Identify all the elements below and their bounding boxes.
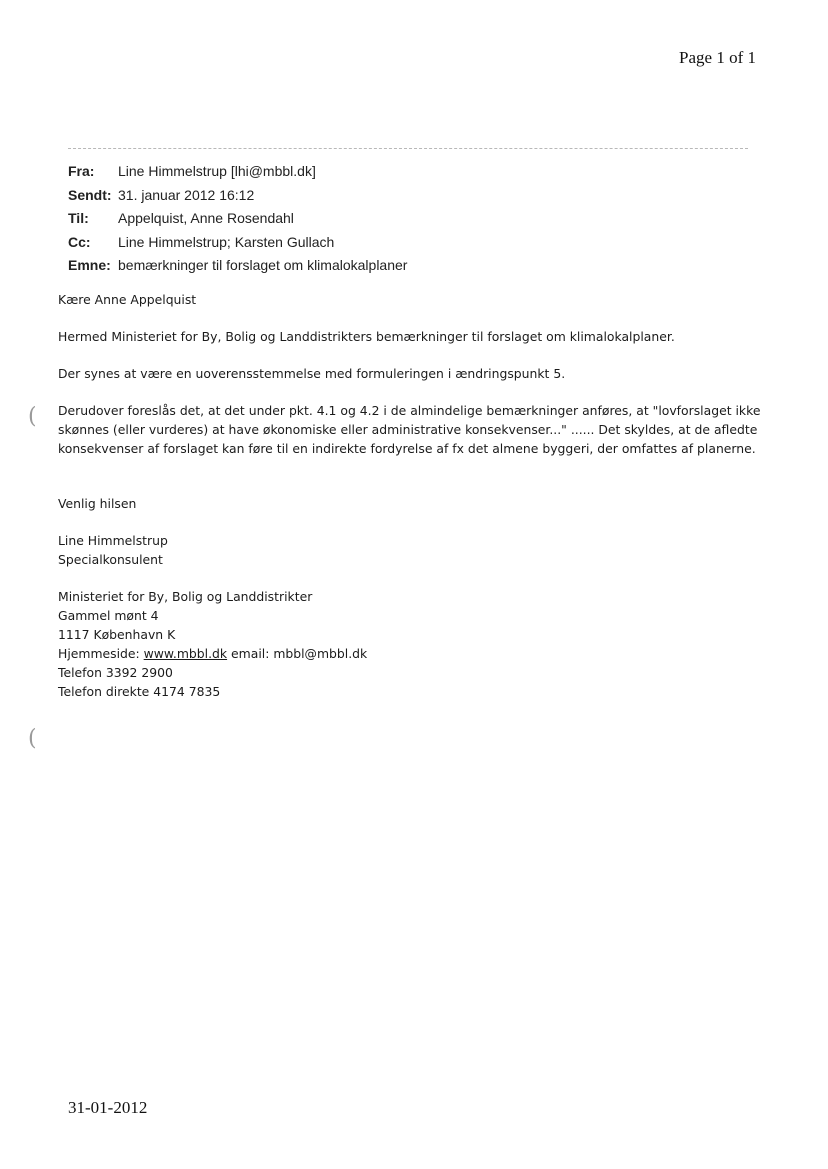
cc-row xyxy=(68,231,407,255)
subject-value: bemærkninger til forslaget om klimalokalplaner xyxy=(118,257,408,273)
cc-value: Line Himmelstrup; Karsten Gullach xyxy=(118,233,335,250)
paragraph-proposal-line-1: Derudover foreslås det, at det under pkt. 4.1 og 4.2 i de almindelige bemærkninger anføres, at "lovforslaget ikke xyxy=(58,403,761,418)
subject-label: Emne: xyxy=(68,257,111,273)
greeting: Kære Anne Appelquist xyxy=(58,292,197,307)
sent-value: 31. januar 2012 16:12 xyxy=(118,186,255,203)
paragraph-proposal-line-3: konsekvenser af forslaget kan føre til en indirekte fordyrelse af fx det almene byggeri, der omfattes af planerne. xyxy=(58,441,756,456)
address-street: Gammel mønt 4 xyxy=(58,608,159,623)
footer-date: 31-01-2012 xyxy=(68,1098,148,1117)
website-link[interactable]: www.mbbl.dk xyxy=(143,646,228,661)
punch-hole-mark: ( xyxy=(28,404,37,429)
email-body xyxy=(58,290,768,701)
closing: Venlig hilsen xyxy=(58,496,137,511)
from-row xyxy=(68,160,407,184)
email-header xyxy=(68,160,407,278)
signature-title: Specialkonsulent xyxy=(58,552,163,567)
email-text: email: mbbl@mbbl.dk xyxy=(227,646,368,661)
paragraph-intro: Hermed Ministeriet for By, Bolig og Landdistrikters bemærkninger til forslaget om klimalokalplaner. xyxy=(58,329,675,344)
sent-label: Sendt: xyxy=(68,186,112,203)
signature-name: Line Himmelstrup xyxy=(58,533,168,548)
from-label: Fra: xyxy=(68,163,95,179)
to-label: Til: xyxy=(68,210,89,226)
header-divider xyxy=(68,148,748,149)
to-row xyxy=(68,207,407,231)
address-city: 1117 København K xyxy=(58,627,176,642)
direct-phone: Telefon direkte 4174 7835 xyxy=(58,684,221,699)
subject-row xyxy=(68,254,407,278)
punch-hole-mark: ( xyxy=(28,726,37,751)
page-number: Page 1 of 1 xyxy=(679,48,756,67)
organization: Ministeriet for By, Bolig og Landdistrikter xyxy=(58,589,313,604)
contact-web-email xyxy=(58,644,768,663)
web-label: Hjemmeside: xyxy=(58,646,144,661)
cc-label: Cc: xyxy=(68,233,91,250)
phone: Telefon 3392 2900 xyxy=(58,665,173,680)
from-value: Line Himmelstrup [lhi@mbbl.dk] xyxy=(118,163,316,179)
paragraph-proposal-line-2: skønnes (eller vurderes) at have økonomiske eller administrative konsekvenser..." ...... Det skyldes, at de afledte xyxy=(58,422,758,437)
to-value: Appelquist, Anne Rosendahl xyxy=(118,210,294,226)
paragraph-discrepancy: Der synes at være en uoverensstemmelse med formuleringen i ændringspunkt 5. xyxy=(58,366,566,381)
sent-row xyxy=(68,184,407,208)
